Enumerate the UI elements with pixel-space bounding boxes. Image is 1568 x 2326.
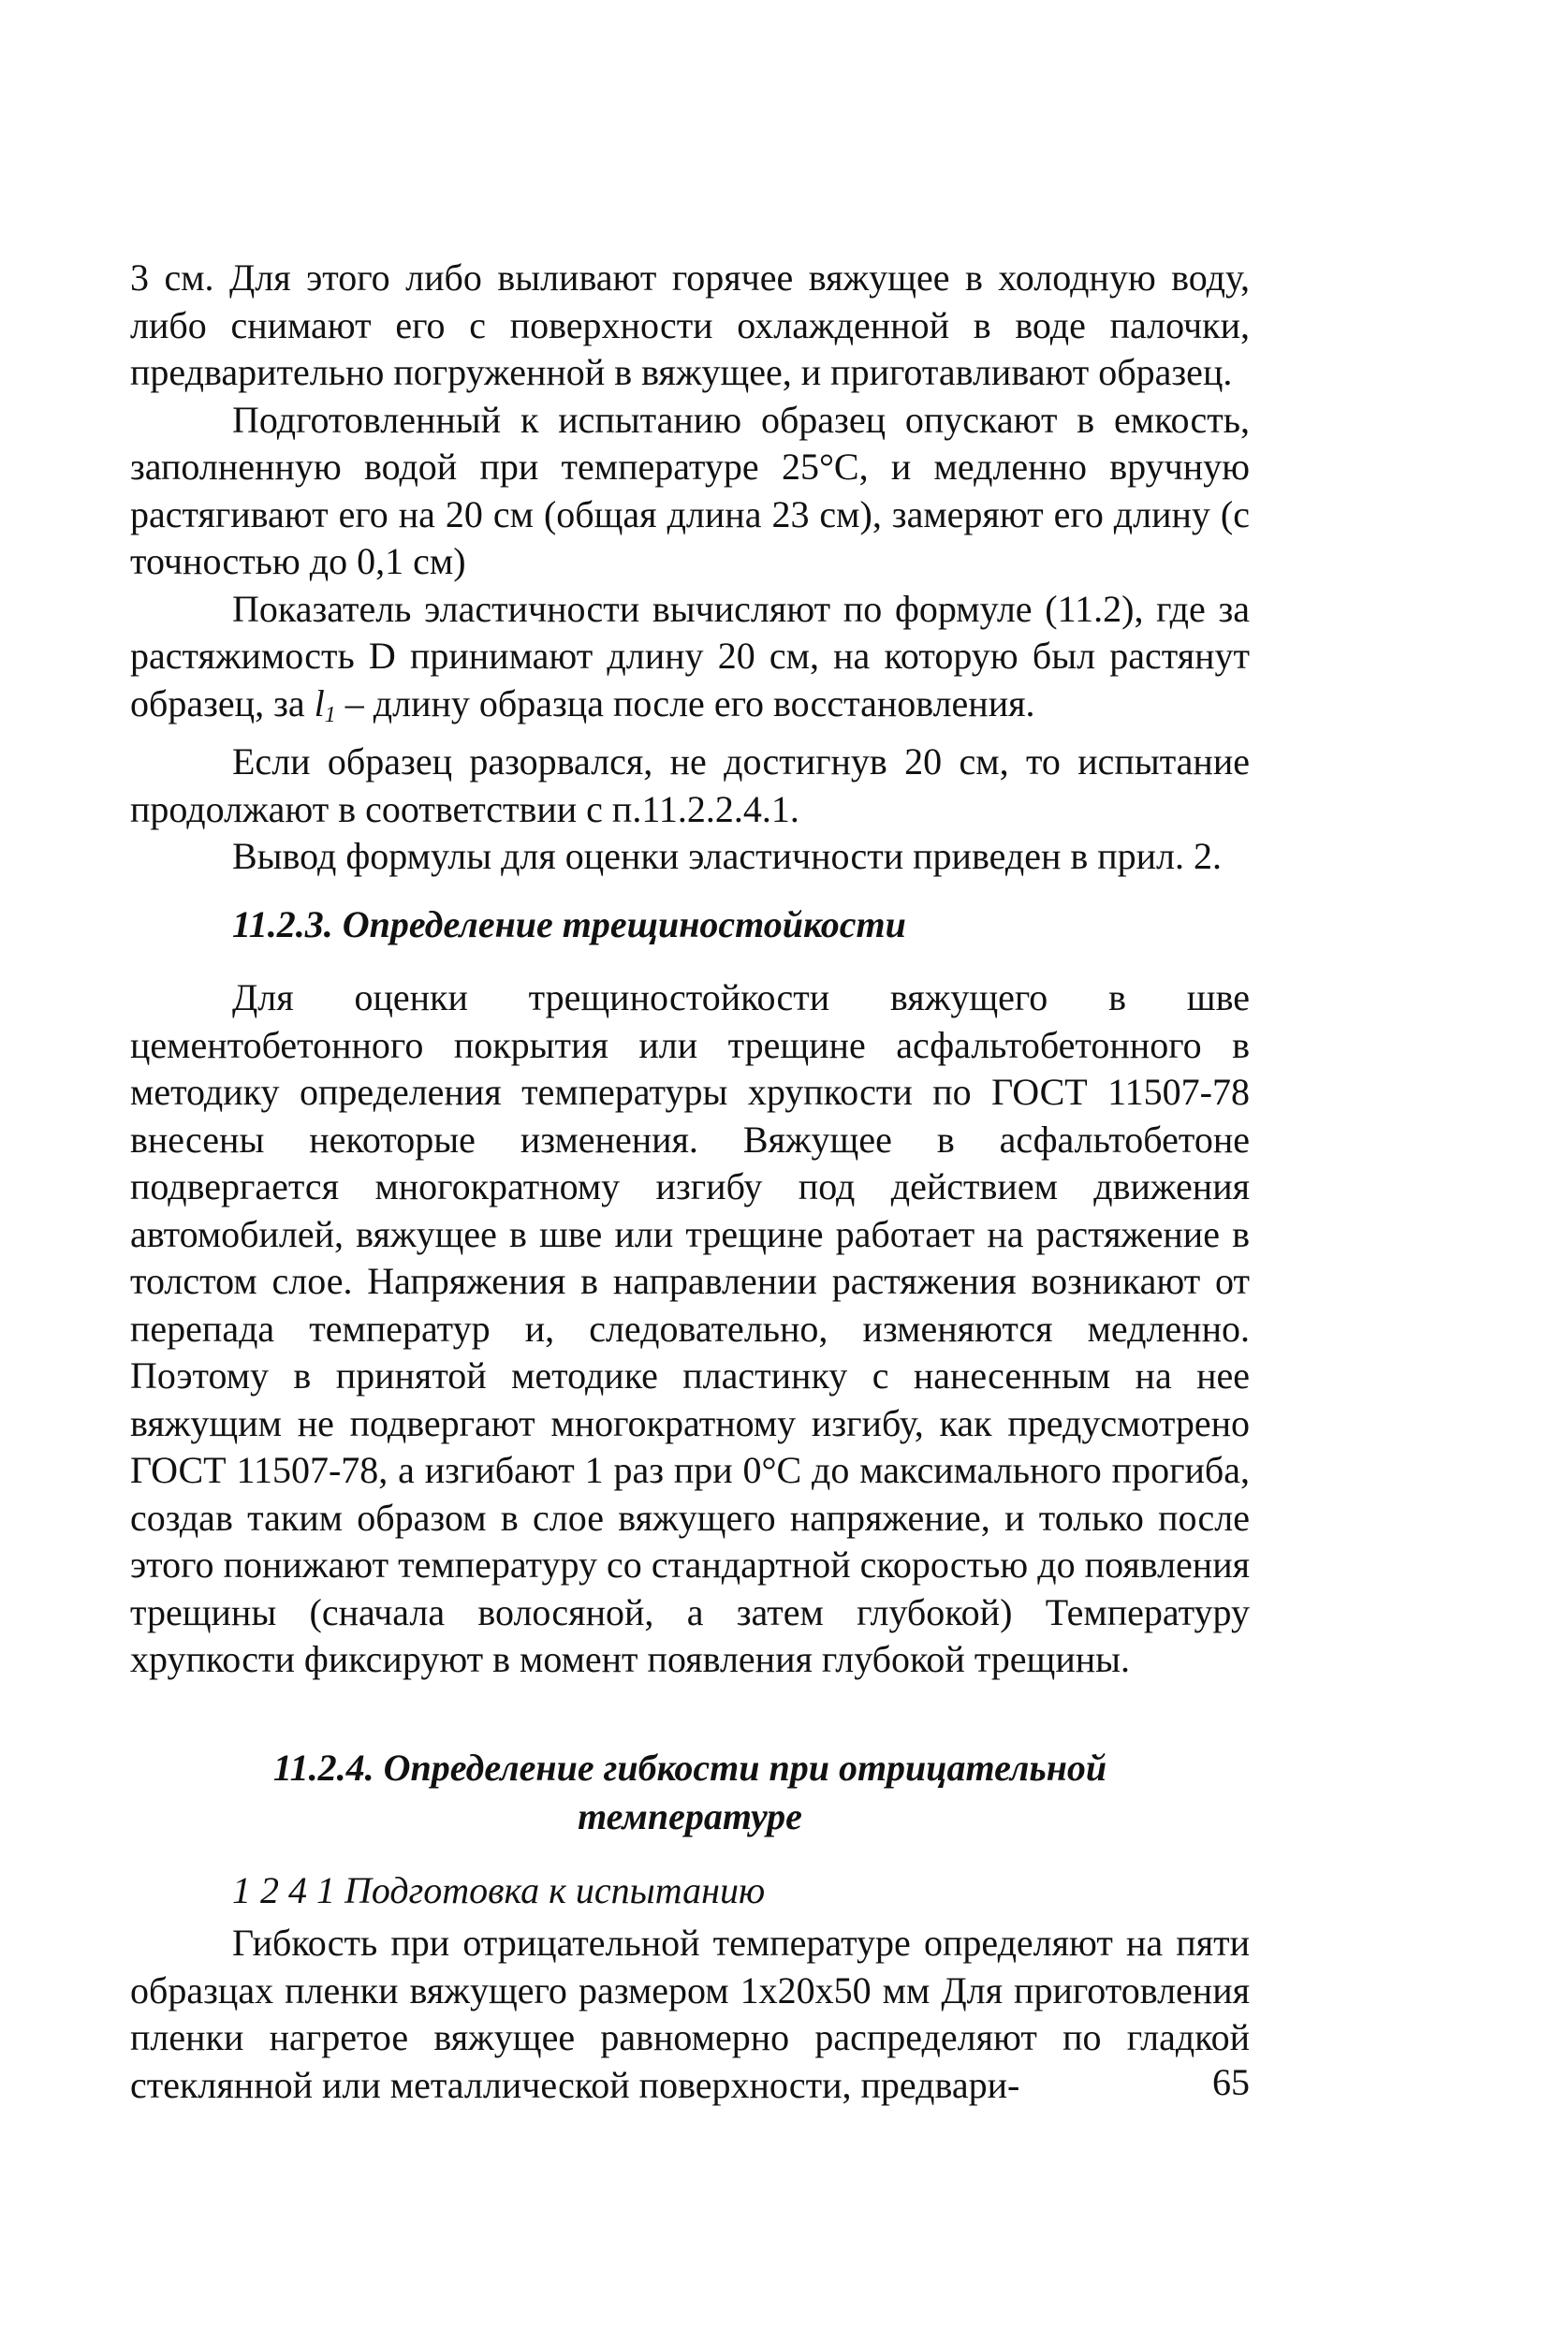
section-heading-flexibility-line-2: температуре (578, 1794, 802, 1837)
paragraph-elasticity-formula-text-2: – длину образца после его восстановления. (335, 681, 1035, 724)
section-heading-flexibility-line-1: 11.2.4. Определение гибкости при отрицательной (272, 1746, 1107, 1789)
paragraph-stretching-procedure: Подготовленный к испытанию образец опускают в емкость, заполненную водой при температуре 25°С, и медленно вручную растягивают его на 20 см (общая длина 23 см), замеряют его длину (с точностью до 0,1 см) (130, 398, 1250, 582)
section-heading-crack-resistance: 11.2.3. Определение трещиностойкости (232, 902, 906, 945)
page-body (130, 255, 1250, 2109)
length-symbol-subscript: 1 (324, 702, 336, 727)
length-symbol (314, 681, 336, 727)
paragraph-crack-resistance: Для оценки трещиностойкости вяжущего в шве цементобетонного покрытия или трещине асфальтобетонного в методику определения температуры хрупкости по ГОСТ 11507-78 внесены некоторые изменения. Вяжущее в асфальтобетоне подвергается многократному изгибу под действием движения автомобилей, вяжущее в шве или трещине работает на растяжение в толстом слое. Напряжения в направлении растяжения возникают от перепада температур и, следовательно, изменяются медленно. Поэтому в принятой методике пластинку с нанесенным на нее вяжущим не подвергают многократному изгибу, как предусмотрено ГОСТ 11507-78, а изгибают 1 раз при 0°С до максимального прогиба, создав таким образом в слое вяжущего напряжение, и только после этого понижают температуру со стандартной скоростью до появления трещины (сначала волосяной, а затем глубокой) Температуру хрупкости фиксируют в момент появления глубокой трещины. (130, 976, 1250, 1680)
paragraph-sample-broken: Если образец разорвался, не достигнув 20 см, то испытание продолжают в соответствии с п.11.2.2.4.1. (130, 740, 1250, 830)
paragraph-elasticity-formula (130, 586, 1250, 739)
length-symbol-letter: l (314, 681, 325, 724)
paragraph-formula-derivation: Вывод формулы для оценки эластичности приведен в прил. 2. (232, 835, 1223, 877)
paragraph-elasticity-formula-text-1: Показатель эластичности вычисляют по формуле (11.2), где за растяжимость D принимают длину 20 см, на которую был растянут образец, за (130, 587, 1250, 724)
paragraph-sample-preparation-end: 3 см. Для этого либо выливают горячее вяжущее в холодную воду, либо снимают его с поверхности охлажденной в воде палочки, предварительно погруженной в вяжущее, и приготавливают образец. (130, 256, 1250, 393)
subsection-heading-test-preparation: 1 2 4 1 Подготовка к испытанию (232, 1868, 766, 1911)
section-heading-flexibility (130, 1744, 1250, 1841)
page-number: 65 (1212, 2061, 1250, 2103)
paragraph-flexibility-preparation: Гибкость при отрицательной температуре определяют на пяти образцах пленки вяжущего размером 1х20х50 мм Для приготовления пленки нагретое вяжущее равномерно распределяют по гладкой стеклянной или металлической поверхности, предвари- (130, 1922, 1250, 2106)
